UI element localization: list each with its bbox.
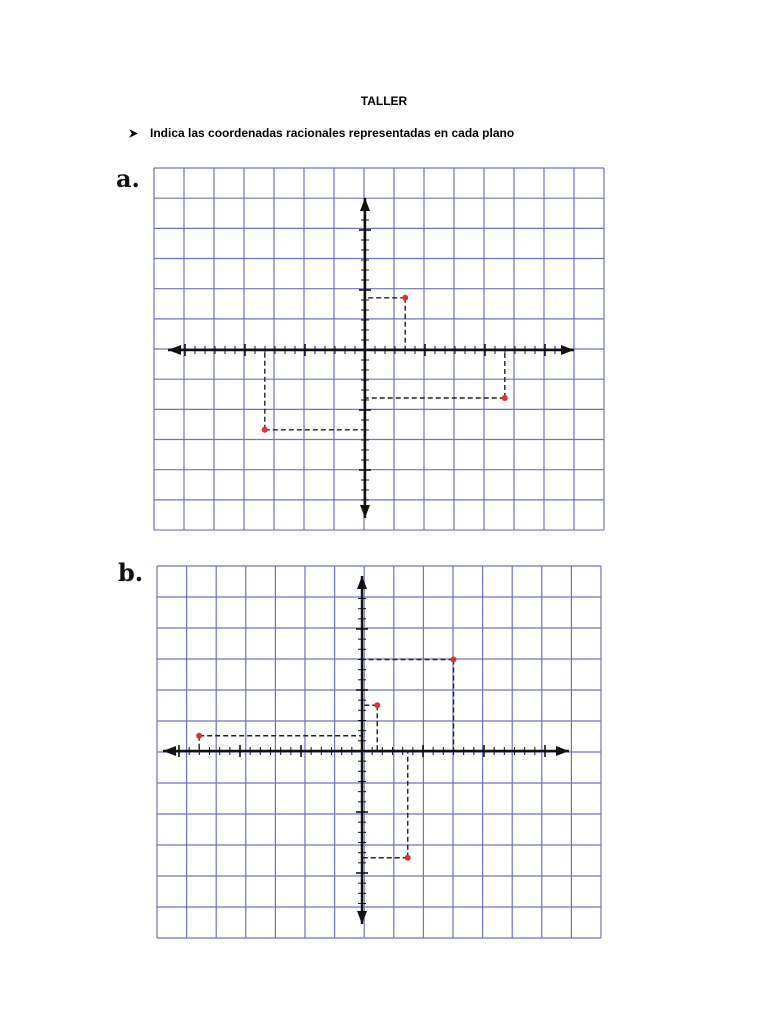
y-axis-up-arrow-icon: [360, 198, 370, 211]
x-axis-left-arrow-icon: [163, 746, 176, 756]
point-marker: [374, 702, 380, 708]
point-marker: [451, 657, 457, 663]
point-marker: [196, 733, 202, 739]
x-axis-right-arrow-icon: [561, 345, 574, 355]
y-axis-down-arrow-icon: [360, 505, 370, 518]
point-marker: [262, 427, 268, 433]
x-axis-left-arrow-icon: [168, 345, 181, 355]
point-marker: [405, 855, 411, 861]
point-marker: [402, 295, 408, 301]
point-marker: [502, 395, 508, 401]
y-axis-down-arrow-icon: [357, 911, 367, 924]
instruction-row: [128, 126, 514, 140]
plane-b-label: b.: [118, 558, 144, 587]
arrow-bullet-icon: [128, 128, 139, 139]
instruction-text: Indica las coordenadas racionales representadas en cada plano: [150, 126, 515, 140]
worksheet-title: TALLER: [360, 94, 408, 108]
y-axis-up-arrow-icon: [357, 576, 367, 589]
plane-a-label: a.: [116, 164, 140, 193]
coordinate-plane-a: [154, 168, 604, 530]
coordinate-plane-b: [157, 566, 601, 938]
x-axis-right-arrow-icon: [556, 746, 569, 756]
